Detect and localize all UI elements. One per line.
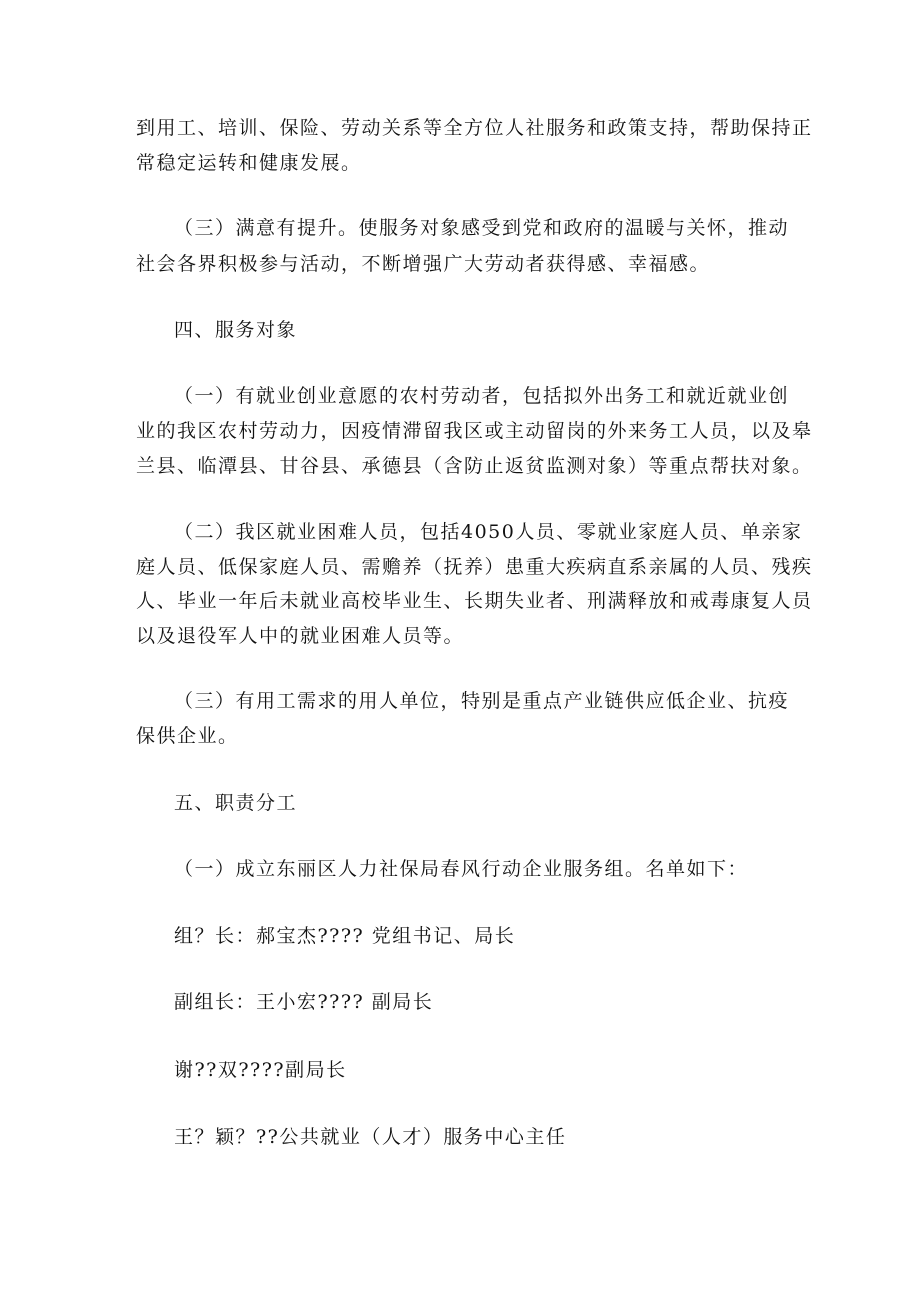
paragraph-line: （二）我区就业困难人员，包括4050人员、零就业家庭人员、单亲家 — [174, 521, 803, 543]
paragraph-line: 常稳定运转和健康发展。 — [136, 152, 362, 174]
paragraph-line: 业的我区农村劳动力，因疫情滞留我区或主动留岗的外来务工人员，以及皋 — [136, 420, 813, 442]
paragraph-line: （一）有就业创业意愿的农村劳动者，包括拟外出务工和就近就业创 — [174, 385, 790, 407]
paragraph-line: 庭人员、低保家庭人员、需赡养（抚养）患重大疾病直系亲属的人员、残疾 — [136, 556, 813, 578]
paragraph-line: （一）成立东丽区人力社保局春风行动企业服务组。名单如下： — [174, 858, 749, 880]
list-item: 谢??双????副局长 — [174, 1059, 347, 1081]
section-heading: 四、服务对象 — [174, 319, 298, 341]
paragraph-line: 到用工、培训、保险、劳动关系等全方位人社服务和政策支持，帮助保持正 — [136, 117, 813, 139]
paragraph-line: （三）满意有提升。使服务对象感受到党和政府的温暖与关怀，推动 — [174, 217, 790, 239]
paragraph-line: 以及退役军人中的就业困难人员等。 — [136, 625, 465, 647]
section-heading: 五、职责分工 — [174, 792, 298, 814]
paragraph-line: （三）有用工需求的用人单位，特别是重点产业链供应低企业、抗疫 — [174, 690, 790, 712]
paragraph-line: 保供企业。 — [136, 725, 239, 747]
paragraph-line: 兰县、临潭县、甘谷县、承德县（含防止返贫监测对象）等重点帮扶对象。 — [136, 455, 813, 477]
paragraph-line: 社会各界积极参与活动，不断增强广大劳动者获得感、幸福感。 — [136, 253, 711, 275]
paragraph-line: 人、毕业一年后未就业高校毕业生、长期失业者、刑满释放和戒毒康复人员 — [136, 590, 813, 612]
list-item: 组？长：郝宝杰???? 党组书记、局长 — [174, 925, 516, 947]
list-item: 王？颖？??公共就业（人才）服务中心主任 — [174, 1126, 567, 1148]
list-item: 副组长：王小宏???? 副局长 — [174, 991, 434, 1013]
